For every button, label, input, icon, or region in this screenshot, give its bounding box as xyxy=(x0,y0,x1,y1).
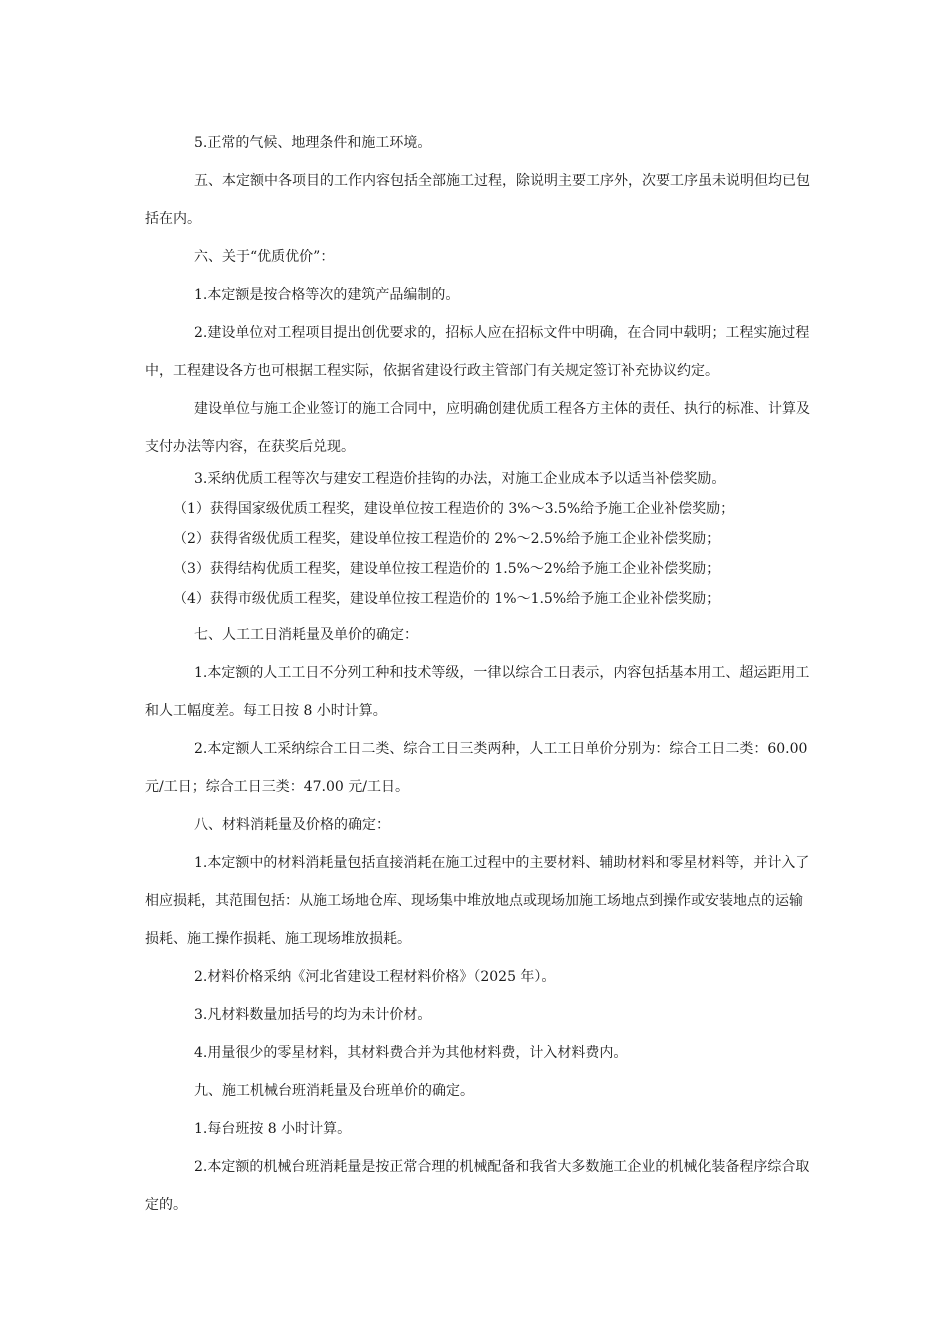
paragraph: 1.本定额的人工工日不分列工种和技术等级，一律以综合工日表示，内容包括基本用工、超运距用工和人工幅度差。每工日按 8 小时计算。 xyxy=(145,665,810,719)
paragraph: 1.本定额中的材料消耗量包括直接消耗在施工过程中的主要材料、辅助材料和零星材料等，并计入了相应损耗，其范围包括：从施工场地仓库、现场集中堆放地点或现场加施工场地点到操作或安装地点的运输损耗、施工操作损耗、施工现场堆放损耗。 xyxy=(145,855,810,947)
document-page xyxy=(145,124,810,1224)
section-heading: 六、关于“优质优价”： xyxy=(194,249,335,265)
paragraph: 2.本定额人工采纳综合工日二类、综合工日三类两种，人工工日单价分别为：综合工日二类：60.00 元/工日；综合工日三类：47.00 元/工日。 xyxy=(145,741,808,795)
paragraph: 1.本定额是按合格等次的建筑产品编制的。 xyxy=(194,287,460,303)
paragraph: 4.用量很少的零星材料，其材料费合并为其他材料费，计入材料费内。 xyxy=(194,1045,628,1061)
paragraph: 1.每台班按 8 小时计算。 xyxy=(194,1121,352,1137)
list-item: （4）获得市级优质工程奖，建设单位按工程造价的 1%～1.5%给予施工企业补偿奖励； xyxy=(173,591,721,607)
section-heading: 九、施工机械台班消耗量及台班单价的确定。 xyxy=(194,1083,474,1099)
paragraph: 3.采纳优质工程等次与建安工程造价挂钩的办法，对施工企业成本予以适当补偿奖励。 xyxy=(194,471,726,487)
paragraph: 建设单位与施工企业签订的施工合同中，应明确创建优质工程各方主体的责任、执行的标准、计算及支付办法等内容，在获奖后兑现。 xyxy=(145,401,810,455)
paragraph: 五、本定额中各项目的工作内容包括全部施工过程，除说明主要工序外，次要工序虽未说明但均已包括在内。 xyxy=(145,173,810,227)
section-heading: 八、材料消耗量及价格的确定： xyxy=(194,817,390,833)
list-item: （2）获得省级优质工程奖，建设单位按工程造价的 2%～2.5%给予施工企业补偿奖励； xyxy=(173,531,721,547)
paragraph: 2.材料价格采纳《河北省建设工程材料价格》（2025 年）。 xyxy=(194,969,556,985)
list-item: （3）获得结构优质工程奖，建设单位按工程造价的 1.5%～2%给予施工企业补偿奖励； xyxy=(173,561,721,577)
paragraph: 5.正常的气候、地理条件和施工环境。 xyxy=(194,135,432,151)
paragraph: 2.建设单位对工程项目提出创优要求的，招标人应在招标文件中明确，在合同中载明；工程实施过程中，工程建设各方也可根据工程实际，依据省建设行政主管部门有关规定签订补充协议约定。 xyxy=(145,325,810,379)
paragraph: 2.本定额的机械台班消耗量是按正常合理的机械配备和我省大多数施工企业的机械化装备程序综合取定的。 xyxy=(145,1159,810,1213)
list-item: （1）获得国家级优质工程奖，建设单位按工程造价的 3%～3.5%给予施工企业补偿奖励； xyxy=(173,501,735,517)
paragraph: 3.凡材料数量加括号的均为未计价材。 xyxy=(194,1007,432,1023)
section-heading: 七、人工工日消耗量及单价的确定： xyxy=(194,627,418,643)
